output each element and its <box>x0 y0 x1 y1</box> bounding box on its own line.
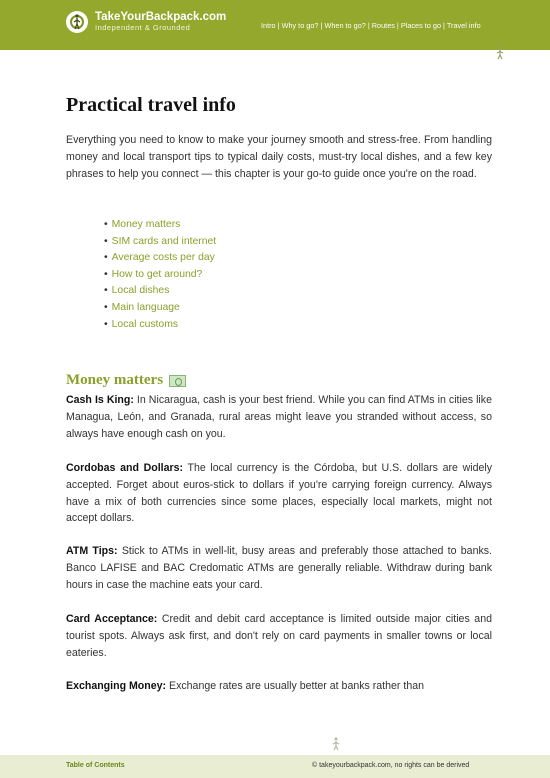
toc-link-local-dishes[interactable]: • Local dishes <box>104 283 216 300</box>
paragraph-cash-is-king <box>66 392 492 442</box>
intro-paragraph: Everything you need to know to make your journey smooth and stress-free. From handling money and local transport tips to typical daily costs, must-try local dishes, and a few key phrases to help you connect — this chapter is your go-to guide once you're on the road. <box>66 134 492 181</box>
toc-link-main-language[interactable]: • Main language <box>104 300 216 317</box>
nav-link-intro[interactable]: Intro <box>261 21 276 30</box>
nav-separator: | <box>275 21 282 30</box>
paragraph-heading: Cash Is King: <box>66 394 134 406</box>
banknote-icon <box>169 375 186 387</box>
nav-link-why-to-go[interactable]: Why to go? <box>281 21 319 30</box>
toc-link-get-around[interactable]: • How to get around? <box>104 267 216 284</box>
chapter-toc <box>104 217 216 333</box>
nav-link-routes[interactable]: Routes <box>371 21 395 30</box>
section-title-text: Money matters <box>66 372 164 388</box>
paragraph-heading: Card Acceptance: <box>66 613 158 625</box>
nav-link-when-to-go[interactable]: When to go? <box>324 21 366 30</box>
toc-link-local-customs[interactable]: • Local customs <box>104 317 216 334</box>
nav-separator: | <box>441 21 447 30</box>
brand-tagline: Independent & Grounded <box>95 23 191 32</box>
paragraph-atm-tips <box>66 543 492 593</box>
paragraph-card-acceptance <box>66 611 492 661</box>
hiker-icon <box>495 46 505 60</box>
page-title: Practical travel info <box>66 94 236 116</box>
paragraph-heading: Exchanging Money: <box>66 680 167 692</box>
nav-link-travel-info[interactable]: Travel info <box>446 21 481 30</box>
section-heading <box>66 372 186 389</box>
paragraph-body: Credit and debit card acceptance is limited outside major cities and tourist spots. Always ask first, and don't rely on card payments in smaller towns or local eateries. <box>66 613 492 659</box>
toc-link-average-costs[interactable]: • Average costs per day <box>104 250 216 267</box>
paragraph-body: In Nicaragua, cash is your best friend. While you can find ATMs in cities like Managua, León, and Granada, rural areas might leave you stranded without access, so always have enough cash on you. <box>66 394 492 440</box>
nav-link-places-to-go[interactable]: Places to go <box>400 21 442 30</box>
paragraph-body: Stick to ATMs in well-lit, busy areas and preferably those attached to banks. Banco LAFISE and BAC Credomatic ATMs are generally reliable. Withdraw during bank hours in case the machine eats your card. <box>66 545 492 591</box>
copyright-notice: © takeyourbackpack.com, no rights can be derived <box>312 762 470 769</box>
page-footer <box>0 755 550 778</box>
toc-link-sim-cards[interactable]: • SIM cards and internet <box>104 234 216 251</box>
paragraph-body: The local currency is the Córdoba, but U.S. dollars are widely accepted. Forget about euros-stick to dollars if you're carrying foreign currency. Always have a mix of both currencies since some places, especially local markets, might not accept dollars. <box>66 462 493 525</box>
brand-name: TakeYourBackpack.com <box>95 11 227 23</box>
nav-separator: | <box>394 21 401 30</box>
hiker-icon <box>331 737 341 751</box>
paragraph-cordobas-dollars <box>66 460 492 527</box>
paragraph-heading: Cordobas and Dollars: <box>66 462 184 474</box>
toc-link-money-matters[interactable]: • Money matters <box>104 217 216 234</box>
paragraph-heading: ATM Tips: <box>66 545 118 557</box>
page-header <box>0 0 550 50</box>
globe-hiker-icon <box>66 11 88 33</box>
table-of-contents-link[interactable]: Table of Contents <box>66 762 125 769</box>
paragraph-exchanging-money <box>66 678 492 695</box>
nav-separator: | <box>365 21 372 30</box>
top-navigation <box>261 21 481 30</box>
brand-logo[interactable] <box>66 11 226 33</box>
nav-separator: | <box>318 21 325 30</box>
paragraph-body: Exchange rates are usually better at banks rather than <box>166 680 424 692</box>
